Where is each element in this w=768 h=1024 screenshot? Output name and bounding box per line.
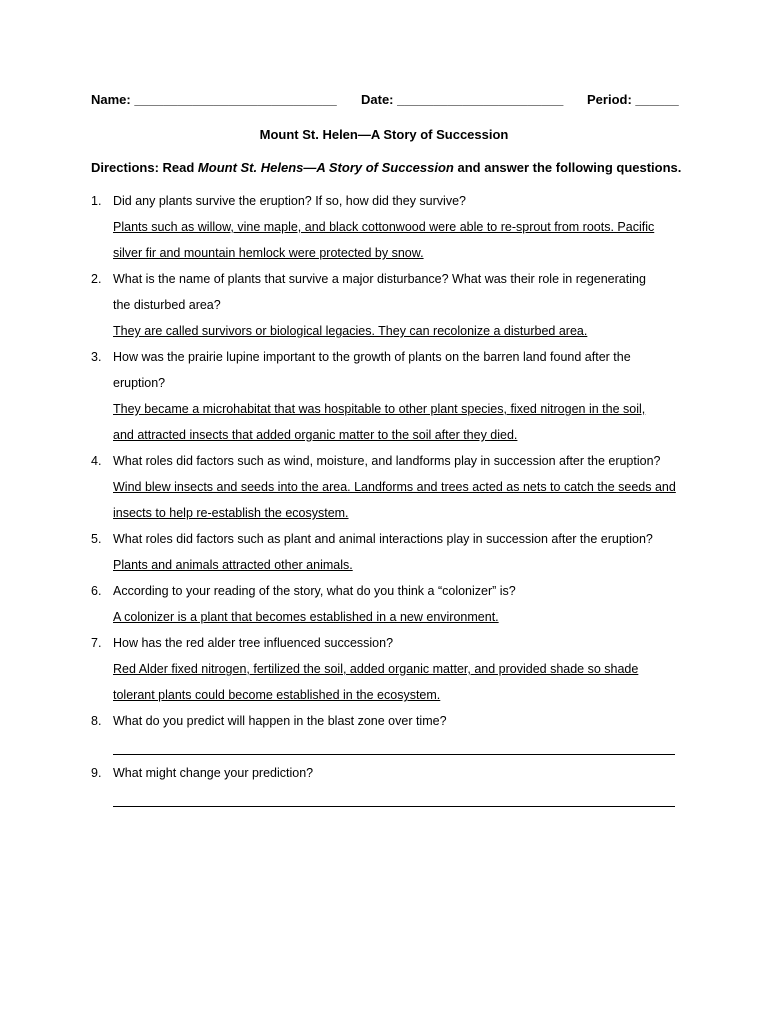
question-text: How has the red alder tree influenced succession? [113, 636, 394, 650]
question-text: According to your reading of the story, what do you think a “colonizer” is? [113, 584, 516, 598]
answer-text: They became a microhabitat that was hospitable to other plant species, fixed nitrogen in the soil, [113, 402, 646, 416]
answer-text: Plants and animals attracted other animals. [113, 558, 353, 572]
period-field[interactable]: Period: ______ [587, 92, 679, 107]
question-text: What roles did factors such as wind, moisture, and landforms play in succession after the eruption? [113, 454, 661, 468]
question-number: 6. [91, 584, 102, 598]
directions-prefix: Directions: Read [91, 160, 198, 175]
question-number: 3. [91, 350, 102, 364]
answer-text: insects to help re-establish the ecosystem. [113, 506, 349, 520]
question-number: 8. [91, 714, 102, 728]
question-text: How was the prairie lupine important to the growth of plants on the barren land found after the [113, 350, 631, 364]
directions-reading-title: Mount St. Helens—A Story of Succession [197, 160, 454, 175]
answer-text: Red Alder fixed nitrogen, fertilized the soil, added organic matter, and provided shade so shade [113, 662, 639, 676]
question-number: 5. [91, 532, 102, 546]
question-text: the disturbed area? [113, 298, 221, 312]
directions-suffix: and answer the following questions. [453, 160, 682, 175]
answer-text: silver fir and mountain hemlock were protected by snow. [113, 246, 424, 260]
answer-text: They are called survivors or biological legacies. They can recolonize a disturbed area. [113, 324, 588, 338]
question-text: eruption? [113, 376, 166, 390]
question-number: 7. [91, 636, 102, 650]
header-row [91, 92, 681, 112]
question-number: 1. [91, 194, 102, 208]
question-text: What might change your prediction? [113, 766, 314, 780]
question-text: What do you predict will happen in the blast zone over time? [113, 714, 447, 728]
answer-text: Plants such as willow, vine maple, and black cottonwood were able to re-sprout from roots. Pacific [113, 220, 655, 234]
directions [91, 160, 711, 175]
answer-text: and attracted insects that added organic matter to the soil after they died. [113, 428, 518, 442]
worksheet-title: Mount St. Helen—A Story of Succession [259, 127, 509, 142]
date-field[interactable]: Date: _______________________ [361, 92, 564, 107]
question-number: 4. [91, 454, 102, 468]
question-text: What is the name of plants that survive a major disturbance? What was their role in regenerating [113, 272, 646, 286]
answer-blank-line[interactable] [113, 792, 675, 807]
answer-text: A colonizer is a plant that becomes established in a new environment. [113, 610, 499, 624]
name-field[interactable]: Name: ____________________________ [91, 92, 337, 107]
question-number: 9. [91, 766, 102, 780]
answer-text: tolerant plants could become established in the ecosystem. [113, 688, 441, 702]
question-number: 2. [91, 272, 102, 286]
question-text: What roles did factors such as plant and animal interactions play in succession after the eruption? [113, 532, 653, 546]
answer-text: Wind blew insects and seeds into the area. Landforms and trees acted as nets to catch the seeds and [113, 480, 676, 494]
answer-blank-line[interactable] [113, 740, 675, 755]
question-text: Did any plants survive the eruption? If so, how did they survive? [113, 194, 466, 208]
